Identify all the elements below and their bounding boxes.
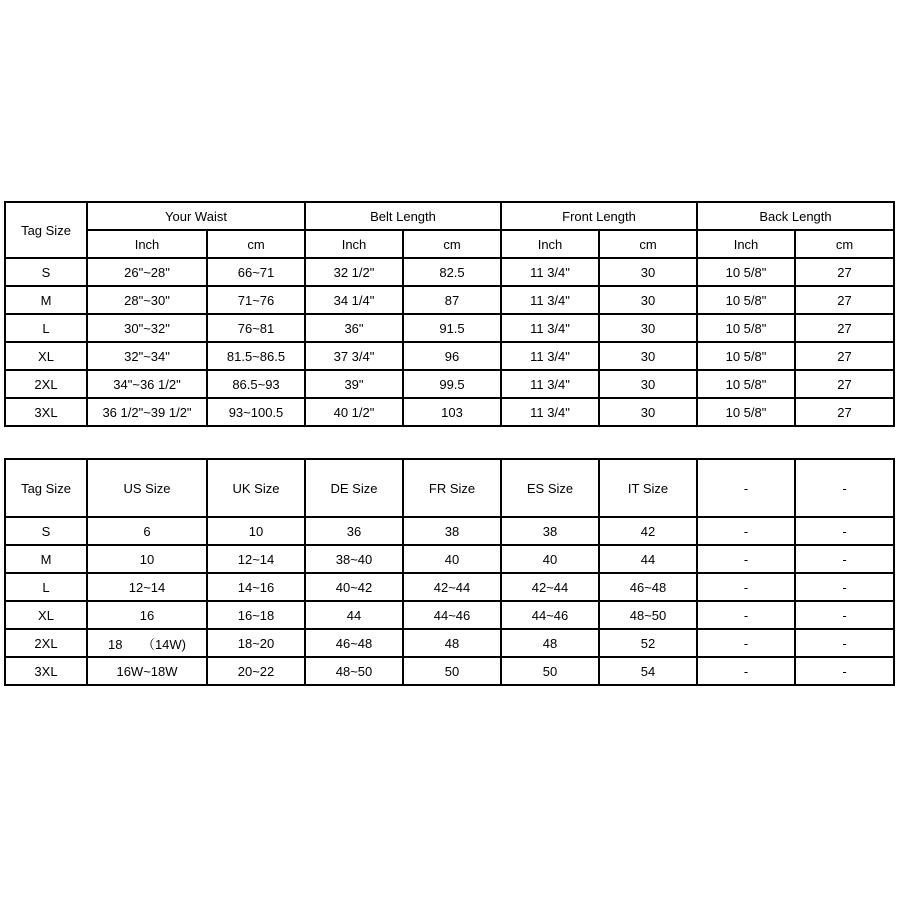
header-unit: Inch: [87, 230, 207, 258]
table-cell: 50: [501, 657, 599, 685]
table-cell: 10 5/8": [697, 342, 795, 370]
table-cell: 36 1/2"~39 1/2": [87, 398, 207, 426]
table-cell: 30: [599, 370, 697, 398]
header-group: Front Length: [501, 202, 697, 230]
table-cell: 38: [403, 517, 501, 545]
table-row: [5, 258, 894, 286]
tag-size-cell: 2XL: [5, 370, 87, 398]
table-cell: 42~44: [501, 573, 599, 601]
table-cell: 36: [305, 517, 403, 545]
table-cell: -: [697, 657, 795, 685]
table-cell: 48~50: [599, 601, 697, 629]
header-group: Your Waist: [87, 202, 305, 230]
table-cell: 30"~32": [87, 314, 207, 342]
table-row: [5, 601, 894, 629]
table-cell: 99.5: [403, 370, 501, 398]
table-cell: -: [697, 545, 795, 573]
header-cell: DE Size: [305, 459, 403, 517]
tag-size-cell: L: [5, 314, 87, 342]
table-cell: 16~18: [207, 601, 305, 629]
table-cell: 27: [795, 314, 894, 342]
table-cell: 34"~36 1/2": [87, 370, 207, 398]
table-cell: 36": [305, 314, 403, 342]
header-unit: cm: [403, 230, 501, 258]
table-cell: 66~71: [207, 258, 305, 286]
table-cell: 27: [795, 398, 894, 426]
table-cell: 11 3/4": [501, 286, 599, 314]
header-unit: Inch: [305, 230, 403, 258]
tag-size-cell: L: [5, 573, 87, 601]
table-cell: -: [697, 629, 795, 657]
table-cell: -: [697, 601, 795, 629]
conversion-table-body: [5, 459, 894, 685]
table-cell: 48: [501, 629, 599, 657]
table-cell: 10: [87, 545, 207, 573]
table-cell: 6: [87, 517, 207, 545]
header-unit: Inch: [501, 230, 599, 258]
header-unit: cm: [599, 230, 697, 258]
header-row-groups: [5, 202, 894, 230]
table-cell: 12~14: [207, 545, 305, 573]
table-cell: 30: [599, 258, 697, 286]
table-cell: 27: [795, 286, 894, 314]
table-cell: 10 5/8": [697, 398, 795, 426]
table-row: [5, 370, 894, 398]
table-cell: 27: [795, 342, 894, 370]
table-cell: 42~44: [403, 573, 501, 601]
table-cell: -: [697, 573, 795, 601]
tag-size-cell: S: [5, 517, 87, 545]
table-cell: 86.5~93: [207, 370, 305, 398]
tag-size-cell: 2XL: [5, 629, 87, 657]
size-measurement-table: [4, 201, 895, 427]
table-row: [5, 573, 894, 601]
table-cell: 40 1/2": [305, 398, 403, 426]
header-row: [5, 459, 894, 517]
table-cell: 44~46: [403, 601, 501, 629]
table-cell: 11 3/4": [501, 370, 599, 398]
table-cell: 12~14: [87, 573, 207, 601]
table-cell: 16W~18W: [87, 657, 207, 685]
table-cell: 40: [501, 545, 599, 573]
size-conversion-table: [4, 458, 895, 686]
table-cell: 76~81: [207, 314, 305, 342]
table-row: [5, 517, 894, 545]
table-cell: 39": [305, 370, 403, 398]
table-cell: -: [795, 601, 894, 629]
header-cell: -: [795, 459, 894, 517]
table-cell: 10 5/8": [697, 370, 795, 398]
table-cell: 38: [501, 517, 599, 545]
header-group: Belt Length: [305, 202, 501, 230]
header-cell: IT Size: [599, 459, 697, 517]
table-row: [5, 629, 894, 657]
table-cell: 32"~34": [87, 342, 207, 370]
table-cell: 10 5/8": [697, 314, 795, 342]
table-cell: 38~40: [305, 545, 403, 573]
table-cell: 20~22: [207, 657, 305, 685]
table-cell: 30: [599, 314, 697, 342]
header-cell: Tag Size: [5, 459, 87, 517]
header-tag-size: Tag Size: [5, 202, 87, 258]
tag-size-cell: XL: [5, 342, 87, 370]
header-cell: FR Size: [403, 459, 501, 517]
table-cell: 30: [599, 398, 697, 426]
table-cell: 11 3/4": [501, 342, 599, 370]
table-cell: 18~20: [207, 629, 305, 657]
table-cell: 44: [305, 601, 403, 629]
table-cell: 37 3/4": [305, 342, 403, 370]
table-row: [5, 314, 894, 342]
table-cell: -: [795, 545, 894, 573]
table-cell: 10 5/8": [697, 286, 795, 314]
table-cell: 103: [403, 398, 501, 426]
table-cell: 96: [403, 342, 501, 370]
table-cell: 46~48: [599, 573, 697, 601]
table-row: [5, 545, 894, 573]
header-cell: ES Size: [501, 459, 599, 517]
header-unit: cm: [795, 230, 894, 258]
table-cell: 48~50: [305, 657, 403, 685]
header-unit: cm: [207, 230, 305, 258]
table-cell: 42: [599, 517, 697, 545]
table-cell: 27: [795, 370, 894, 398]
table-cell: 91.5: [403, 314, 501, 342]
table-cell: 93~100.5: [207, 398, 305, 426]
header-row-units: [5, 230, 894, 258]
table-cell: 40~42: [305, 573, 403, 601]
table-cell: 34 1/4": [305, 286, 403, 314]
table-cell: 44: [599, 545, 697, 573]
tag-size-cell: 3XL: [5, 657, 87, 685]
header-cell: -: [697, 459, 795, 517]
size-table-body: [5, 202, 894, 426]
table-cell: 30: [599, 342, 697, 370]
table-cell: -: [795, 629, 894, 657]
table-row: [5, 657, 894, 685]
table-cell: 16: [87, 601, 207, 629]
table-cell: 11 3/4": [501, 398, 599, 426]
table-cell: 32 1/2": [305, 258, 403, 286]
table-cell: 81.5~86.5: [207, 342, 305, 370]
table-cell: 27: [795, 258, 894, 286]
tag-size-cell: M: [5, 545, 87, 573]
table-cell: 87: [403, 286, 501, 314]
tag-size-cell: M: [5, 286, 87, 314]
table-cell: 28"~30": [87, 286, 207, 314]
table-cell: 18 （14W): [87, 629, 207, 657]
header-cell: US Size: [87, 459, 207, 517]
table-row: [5, 286, 894, 314]
table-cell: -: [795, 657, 894, 685]
table-cell: 10 5/8": [697, 258, 795, 286]
table-cell: -: [795, 517, 894, 545]
table-cell: 40: [403, 545, 501, 573]
table-row: [5, 398, 894, 426]
table-cell: -: [795, 573, 894, 601]
table-cell: 52: [599, 629, 697, 657]
table-cell: 50: [403, 657, 501, 685]
table-row: [5, 342, 894, 370]
table-cell: 11 3/4": [501, 314, 599, 342]
table-cell: 26"~28": [87, 258, 207, 286]
header-unit: Inch: [697, 230, 795, 258]
header-cell: UK Size: [207, 459, 305, 517]
table-cell: 11 3/4": [501, 258, 599, 286]
header-group: Back Length: [697, 202, 894, 230]
table-cell: 54: [599, 657, 697, 685]
tag-size-cell: XL: [5, 601, 87, 629]
tag-size-cell: 3XL: [5, 398, 87, 426]
table-cell: 71~76: [207, 286, 305, 314]
table-cell: 10: [207, 517, 305, 545]
table-cell: 44~46: [501, 601, 599, 629]
table-cell: -: [697, 517, 795, 545]
table-cell: 48: [403, 629, 501, 657]
table-cell: 14~16: [207, 573, 305, 601]
table-cell: 46~48: [305, 629, 403, 657]
tag-size-cell: S: [5, 258, 87, 286]
table-cell: 30: [599, 286, 697, 314]
table-cell: 82.5: [403, 258, 501, 286]
